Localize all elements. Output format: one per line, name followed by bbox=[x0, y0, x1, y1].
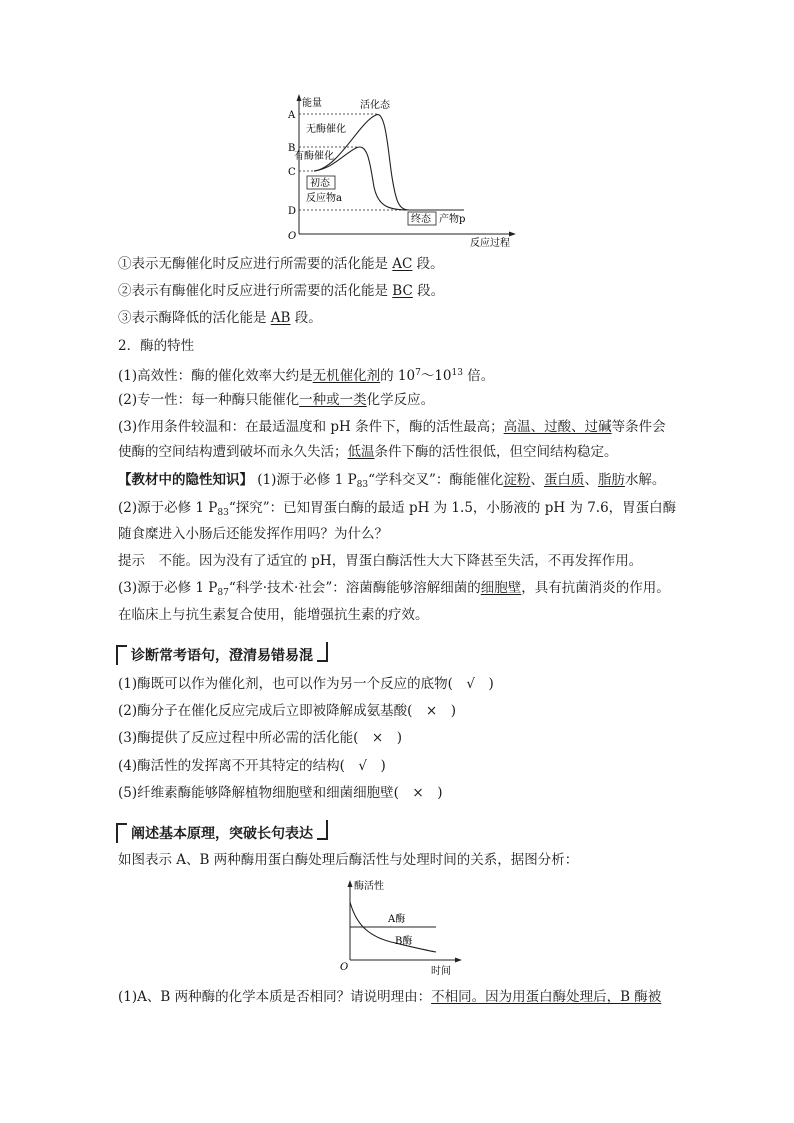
final-state-box: 终态 bbox=[411, 214, 431, 225]
enzyme-a-label: A酶 bbox=[388, 914, 406, 925]
reactant-label: 反应物a bbox=[306, 193, 342, 204]
tick-b: B bbox=[288, 143, 296, 154]
property-specificity: (2)专一性：每一种酶只能催化一种或一类化学反应。 bbox=[118, 392, 435, 408]
origin-label: O bbox=[340, 962, 349, 973]
activation-energy-reduced: ③表示酶降低的活化能是 AB 段。 bbox=[118, 310, 322, 326]
hidden-knowledge-1: 【教材中的隐性知识】 (1)源于必修 1 $P_{83}“$学科交叉”：酶能催化淀粉、蛋白质、脂肪水解。 bbox=[118, 472, 666, 490]
x-axis-label: 时间 bbox=[431, 966, 451, 977]
tick-c: C bbox=[288, 167, 296, 178]
x-axis-label: 反应过程 bbox=[470, 238, 510, 249]
uncatalyzed-label: 无酶催化 bbox=[306, 124, 346, 135]
activation-energy-diagram bbox=[284, 92, 524, 250]
figure-intro: 如图表示 A、B 两种酶用蛋白酶处理后酶活性与处理时间的关系，据图分析： bbox=[118, 852, 579, 868]
activation-energy-uncatalyzed: ①表示无酶催化时反应进行所需要的活化能是 AC 段。 bbox=[118, 256, 444, 272]
hidden-knowledge-3: (3)源于必修 1 $P_{87}“$科学·技术·社会”：溶菌酶能够溶解细菌的细胞壁，具有抗菌消炎的作用。 bbox=[118, 580, 670, 598]
judgment-3: (3)酶提供了反应过程中所必需的活化能( × ) bbox=[118, 730, 402, 746]
tick-d: D bbox=[288, 206, 297, 217]
catalyzed-label: 有酶催化 bbox=[294, 151, 334, 162]
enzyme-b-label: B酶 bbox=[395, 936, 413, 947]
initial-state-box: 初态 bbox=[310, 178, 330, 189]
judgment-2: (2)酶分子在催化反应完成后立即被降解成氨基酸( × ) bbox=[118, 703, 456, 719]
question-1: (1)A、B 两种酶的化学本质是否相同？请说明理由：不相同。因为用蛋白酶处理后，B 酶被 bbox=[118, 989, 662, 1005]
heading-enzyme-properties: 2．酶的特性 bbox=[118, 338, 195, 354]
y-axis-label: 能量 bbox=[302, 98, 322, 109]
hidden-knowledge-3-cont: 在临床上与抗生素复合使用，能增强抗生素的疗效。 bbox=[118, 607, 429, 623]
property-mild-conditions: (3)作用条件较温和：在最适温度和 pH 条件下，酶的活性最高；高温、过酸、过碱等条件会 bbox=[118, 419, 666, 435]
hidden-knowledge-2: (2)源于必修 1 $P_{83}“$探究”：已知胃蛋白酶的最适 pH 为 1.5，小肠液的 pH 为 7.6，胃蛋白酶 bbox=[118, 500, 677, 518]
judgment-4: (4)酶活性的发挥离不开其特定的结构( √ ) bbox=[118, 758, 386, 774]
peak-label: 活化态 bbox=[360, 100, 390, 111]
judgment-5: (5)纤维素酶能够降解植物细胞壁和细菌细胞壁( × ) bbox=[118, 785, 443, 801]
y-axis-label: 酶活性 bbox=[354, 881, 384, 892]
origin-label: O bbox=[288, 231, 297, 242]
property-mild-conditions-cont: 使酶的空间结构遭到破坏而永久失活；低温条件下酶的活性很低，但空间结构稳定。 bbox=[118, 444, 618, 460]
hint-answer: 提示 不能。因为没有了适宜的 pH，胃蛋白酶活性大大下降甚至失活，不再发挥作用。 bbox=[118, 553, 643, 569]
enzyme-activity-chart bbox=[336, 874, 466, 978]
product-label: 产物p bbox=[439, 214, 466, 225]
activation-energy-catalyzed: ②表示有酶催化时反应进行所需要的活化能是 BC 段。 bbox=[118, 283, 445, 299]
property-efficiency: (1)高效性：酶的催化效率大约是无机催化剂的 $10^7\sim 10^{13}$ 倍。 bbox=[118, 368, 495, 384]
tick-a: A bbox=[288, 110, 296, 121]
section-diagnosis-heading: 诊断常考语句，澄清易错易混 bbox=[116, 642, 328, 666]
hidden-knowledge-2-cont: 随食糜进入小肠后还能发挥作用吗？为什么？ bbox=[118, 526, 388, 542]
judgment-1: (1)酶既可以作为催化剂，也可以作为另一个反应的底物( √ ) bbox=[118, 676, 494, 692]
section-explanation-heading: 阐述基本原理，突破长句表达 bbox=[116, 820, 328, 844]
